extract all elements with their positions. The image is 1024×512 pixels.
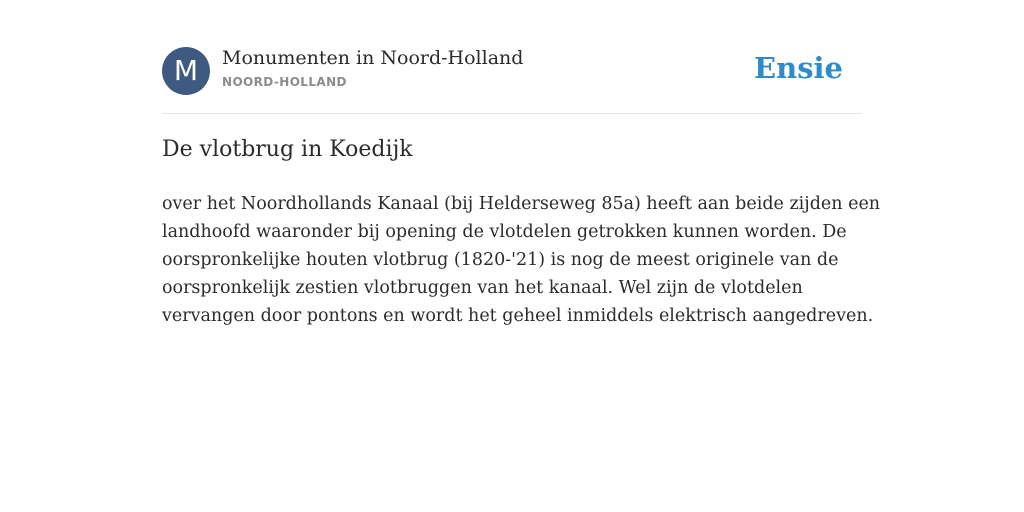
blog-subtitle: NOORD-HOLLAND — [222, 75, 347, 89]
post-body-line: oorspronkelijke houten vlotbrug (1820-'21) is nog de meest originele van de — [162, 250, 839, 270]
post-title: De vlotbrug in Koedijk — [162, 137, 413, 162]
ensie-logo[interactable]: Ensie — [754, 51, 843, 85]
post-body-line: over het Noordhollands Kanaal (bij Helderseweg 85a) heeft aan beide zijden een — [162, 194, 881, 214]
blog-avatar[interactable]: M — [162, 47, 210, 95]
post-body — [162, 190, 881, 330]
post-body-line: oorspronkelijk zestien vlotbruggen van het kanaal. Wel zijn de vlotdelen — [162, 278, 803, 298]
post-body-line: landhoofd waaronder bij opening de vlotdelen getrokken kunnen worden. De — [162, 222, 847, 242]
post-header — [162, 47, 862, 95]
blog-title[interactable]: Monumenten in Noord-Holland — [222, 47, 524, 69]
header-divider — [162, 113, 862, 114]
post-body-line: vervangen door pontons en wordt het geheel inmiddels elektrisch aangedreven. — [162, 306, 874, 326]
